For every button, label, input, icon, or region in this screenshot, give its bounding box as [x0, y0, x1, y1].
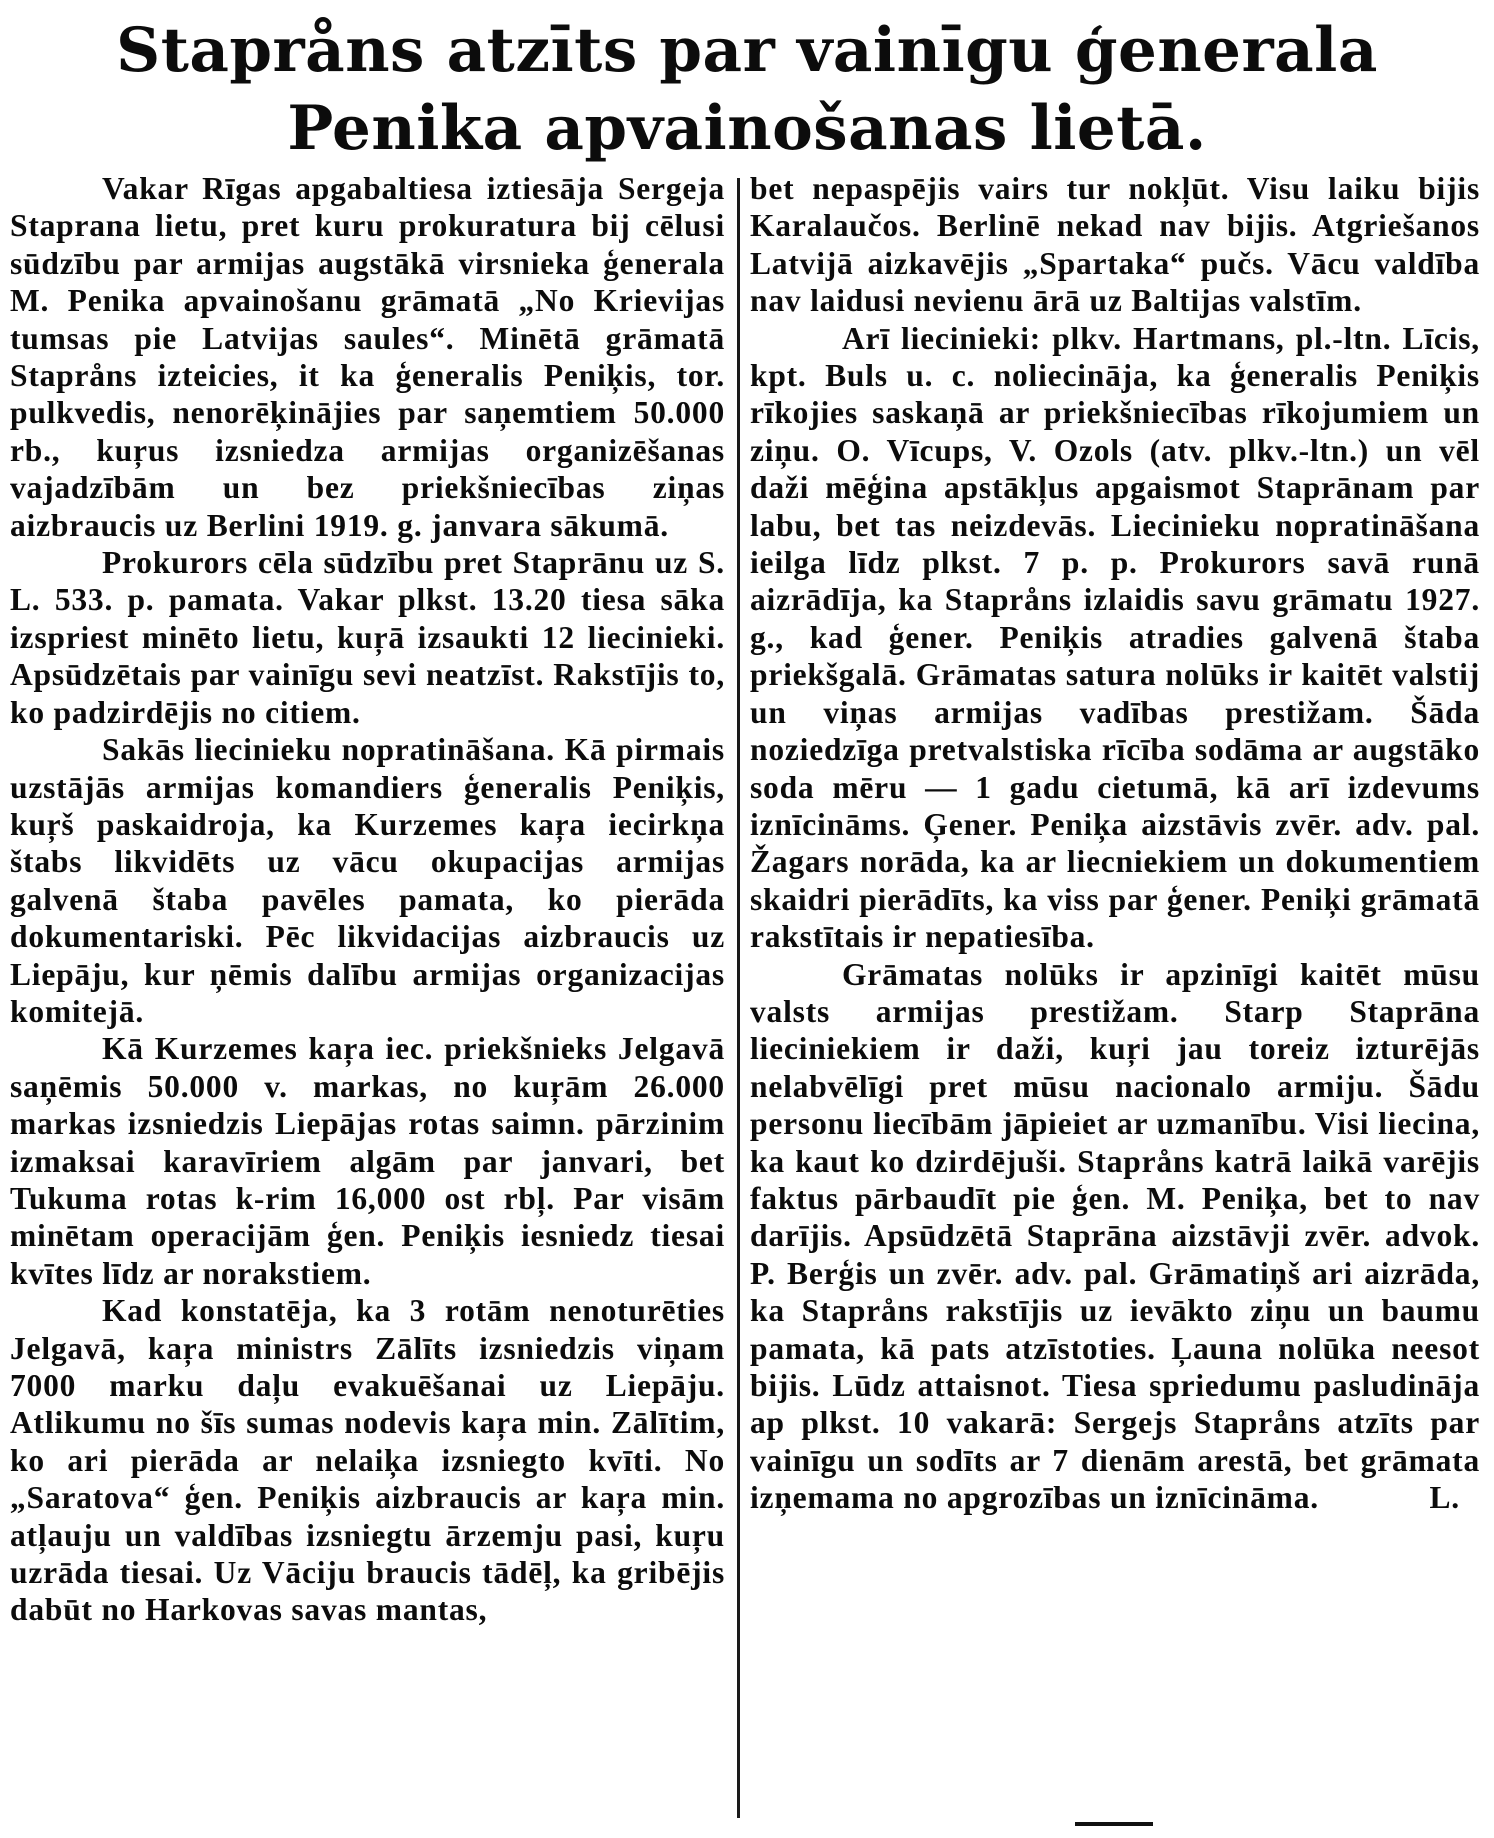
end-rule	[1075, 1822, 1153, 1826]
article-paragraph: Kad konstatēja, ka 3 rotām nenoturēties Jelgavā, kaŗa ministrs Zālīts izsniedzis viņam 7000 marku daļu evakuēšanai uz Liepāju. Atlikumu no šīs sumas nodevis kaŗa min. Zālītim, ko ari pierāda ar nelaiķa izsniegto kvīti. No „Saratova“ ģen. Peniķis aizbraucis ar kaŗa min. atļauju un valdības izsniegtu ārzemju pasi, kuŗu uzrāda tiesai. Uz Vāciju braucis tādēļ, ka gribējis dabūt no Harkovas savas mantas,	[10, 1293, 725, 1628]
headline-line-1: Stapråns atzīts par vainīgu ģenerala	[116, 15, 1378, 86]
article-column-right	[750, 170, 1480, 1517]
headline-line-2: Penika apvainošanas lietā.	[287, 93, 1207, 164]
article-paragraph-text: Grāmatas nolūks ir apzinīgi kaitēt mūsu valsts armijas prestižam. Starp Staprāna lieciniekiem ir daži, kuŗi jau toreiz izturējās nelabvēlīgi pret mūsu nacionalo armiju. Šādu personu liecībām jāpieiet ar uzmanību. Visi liecina, ka kaut ko dzirdējuši. Stapråns katrā laikā varējis faktus pārbaudīt pie ģen. M. Peniķa, bet to nav darījis. Apsūdzētā Staprāna aizstāvji zvēr. advok. P. Berģis un zvēr. adv. pal. Grāmatiņš ari aizrāda, ka Stapråns rakstījis uz ievākto ziņu un baumu pamata, kā pats atzīstoties. Ļauna nolūka neesot bijis. Lūdz attaisnot. Tiesa spriedumu pasludināja ap plkst. 10 vakarā: Sergejs Stapråns atzīts par vainīgu un sodīts ar 7 dienām arestā, bet grāmata izņemama no apgrozības un iznīcināma.	[750, 956, 1480, 1516]
article-paragraph: bet nepaspējis vairs tur nokļūt. Visu laiku bijis Karalaučos. Berlinē nekad nav bijis. Atgriešanos Latvijā aizkavējis „Spartaka“ pučs. Vācu valdība nav laidusi nevienu ārā uz Baltijas valstīm.	[750, 171, 1480, 319]
article-paragraph: Vakar Rīgas apgabaltiesa iztiesāja Sergeja Staprana lietu, pret kuru prokuratura bij cēlusi sūdzību par armijas augstākā virsnieka ģenerala M. Penika apvainošanu grāmatā „No Krievijas tumsas pie Latvijas saules“. Minētā grāmatā Stapråns izteicies, it ka ģeneralis Peniķis, tor. pulkvedis, nenorēķinājies par saņemtiem 50.000 rb., kuŗus izsniedza armijas organizēšanas vajadzībām un bez priekšniecības ziņas aizbraucis uz Berlini 1919. g. janvara sākumā.	[10, 171, 725, 543]
author-signature: L.	[1429, 1480, 1460, 1516]
article-paragraph: Kā Kurzemes kaŗa iec. priekšnieks Jelgavā saņēmis 50.000 v. markas, no kuŗām 26.000 markas izsniedzis Liepājas rotas saimn. pārzinim izmaksai karavīriem algām par janvari, bet Tukuma rotas k-rim 16,000 ost rbļ. Par visām minētam operacijām ģen. Peniķis iesniedz tiesai kvītes līdz ar norakstiem.	[10, 1031, 725, 1291]
article-paragraph	[750, 956, 1480, 1517]
article-paragraph: Prokurors cēla sūdzību pret Staprānu uz S. L. 533. p. pamata. Vakar plkst. 13.20 tiesa sāka izspriest minēto lietu, kuŗā izsaukti 12 liecinieki. Apsūdzētais par vainīgu sevi neatzīst. Rakstījis to, ko padzirdējis no citiem.	[10, 545, 725, 730]
headline	[0, 12, 1494, 168]
article-paragraph: Sakās liecinieku nopratināšana. Kā pirmais uzstājās armijas komandiers ģeneralis Peniķis, kuŗš paskaidroja, ka Kurzemes kaŗa iecirkņa štabs likvidēts uz vācu okupacijas armijas galvenā štaba pavēles pamata, ko pierāda dokumentariski. Pēc likvidacijas aizbraucis uz Liepāju, kur ņēmis dalību armijas organizacijas komitejā.	[10, 732, 725, 1029]
article-column-left	[10, 170, 725, 1629]
article-paragraph: Arī liecinieki: plkv. Hartmans, pl.-ltn. Līcis, kpt. Buls u. c. noliecināja, ka ģeneralis Peniķis rīkojies saskaņā ar priekšniecības rīkojumiem un ziņu. O. Vīcups, V. Ozols (atv. plkv.-ltn.) un vēl daži mēģina apstākļus apgaismot Staprānam par labu, bet tas neizdevās. Liecinieku nopratināšana ieilga līdz plkst. 7 p. p. Prokurors savā runā aizrādīja, ka Stapråns izlaidis savu grāmatu 1927. g., kad ģener. Peniķis atradies galvenā štaba priekšgalā. Grāmatas satura nolūks ir kaitēt valstij un viņas armijas vadības prestižam. Šāda noziedzīga pretvalstiska rīcība sodāma ar augstāko soda mēru — 1 gadu cietumā, kā arī izdevums iznīcināms. Ģener. Peniķa aizstāvis zvēr. adv. pal. Žagars norāda, ka ar liecniekiem un dokumentiem skaidri pierādīts, ka viss par ģener. Peniķi grāmatā rakstītais ir nepatiesība.	[750, 320, 1480, 955]
column-divider	[737, 178, 740, 1818]
